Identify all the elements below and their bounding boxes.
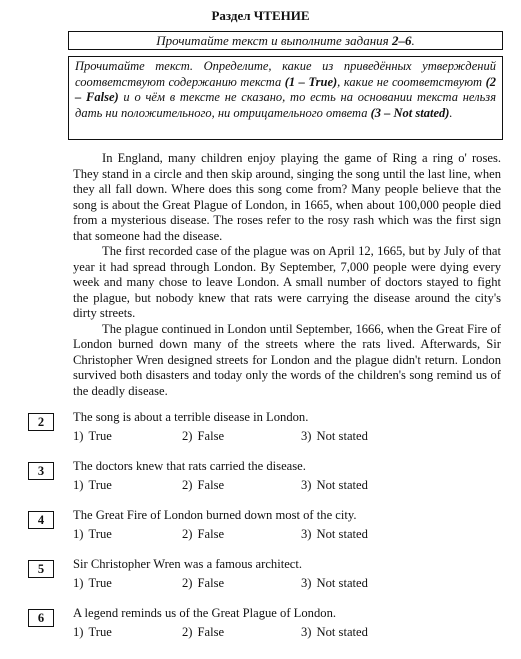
option-label: Not stated [316,527,368,541]
option-true[interactable] [73,625,112,640]
option-label: False [197,527,225,541]
option-label: True [88,527,112,541]
instruction-text: Прочитайте текст и выполните задания [156,33,389,48]
section-title: Раздел ЧТЕНИЕ [211,8,310,23]
question-3 [0,459,521,499]
question-text: Sir Christopher Wren was a famous architect. [73,557,303,571]
option-number: 1) [73,576,84,590]
option-label: True [88,429,112,443]
question-6 [0,606,521,646]
option-number: 3) [301,527,312,541]
not-stated-code: (3 – Not stated) [370,105,450,120]
question-number-box: 5 [28,560,54,578]
option-false[interactable] [182,625,224,640]
option-number: 3) [301,429,312,443]
question-text: The Great Fire of London burned down most of the city. [73,508,357,522]
reading-passage [73,151,501,399]
instruction-box [68,31,503,50]
option-number: 3) [301,576,312,590]
task-part1: Прочитайте текст. Определите, какие из приведённых утверждений соответствуют содержанию текста [75,59,496,89]
question-2 [0,410,521,450]
option-false[interactable] [182,527,224,542]
option-label: True [88,576,112,590]
question-4 [0,508,521,548]
option-not-stated[interactable] [301,478,368,493]
option-number: 2) [182,625,193,639]
option-true[interactable] [73,527,112,542]
option-not-stated[interactable] [301,429,368,444]
option-number: 1) [73,625,84,639]
option-true[interactable] [73,478,112,493]
question-number-box: 3 [28,462,54,480]
option-not-stated[interactable] [301,625,368,640]
option-label: Not stated [316,478,368,492]
option-false[interactable] [182,576,224,591]
option-number: 3) [301,478,312,492]
question-number-box: 2 [28,413,54,431]
option-number: 1) [73,429,84,443]
option-number: 3) [301,625,312,639]
option-not-stated[interactable] [301,576,368,591]
question-text: The song is about a terrible disease in London. [73,410,309,424]
option-label: Not stated [316,576,368,590]
option-number: 2) [182,429,193,443]
passage-paragraph-1: In England, many children enjoy playing the game of Ring a ring o' roses. They stand in a circle and then skip around, singing the song until the last line, when they all fall down. Where does this song come from? Many people believe that the song is about the Great Plague of London, in 1665, when about 100,000 people died from a mysterious disease. The roses refer to the rosy rash which was the first sign that someone had the disease. [73,151,501,243]
option-number: 2) [182,527,193,541]
option-number: 1) [73,478,84,492]
option-label: Not stated [316,429,368,443]
option-label: False [197,429,225,443]
option-false[interactable] [182,429,224,444]
task-part2: , какие не соответствуют [337,74,486,89]
option-label: False [197,576,225,590]
passage-paragraph-3: The plague continued in London until September, 1666, when the Great Fire of London burned down many of the streets where the rats lived. Afterwards, Sir Christopher Wren designed streets for London and the plague didn't return. London survived both disasters and today only the words of the children's song remind us of the deadly disease. [73,321,501,398]
question-5 [0,557,521,597]
false-code: (2 – False) [75,74,496,104]
task-part4: . [449,105,453,120]
option-number: 2) [182,478,193,492]
option-false[interactable] [182,478,224,493]
option-number: 2) [182,576,193,590]
option-not-stated[interactable] [301,527,368,542]
task-description-box [68,56,503,140]
question-text: A legend reminds us of the Great Plague of London. [73,606,337,620]
option-label: True [88,625,112,639]
option-true[interactable] [73,576,112,591]
true-code: (1 – True) [284,74,338,89]
instruction-range: 2–6 [391,33,412,48]
option-label: False [197,625,225,639]
task-part3: и о чём в тексте не сказано, то есть на основании текста нельзя дать ни положительного, ни отрицательного ответа [75,90,496,120]
option-label: False [197,478,225,492]
option-label: Not stated [316,625,368,639]
option-true[interactable] [73,429,112,444]
passage-paragraph-2: The first recorded case of the plague was on April 12, 1665, but by July of that year it had spread through London. By September, 7,000 people were dying every week and many chose to leave London. A small number of doctors stayed to fight the plague, but nobody knew that rats were carrying the disease around the city's dirty streets. [73,244,501,320]
question-text: The doctors knew that rats carried the disease. [73,459,306,473]
option-label: True [88,478,112,492]
option-number: 1) [73,527,84,541]
question-number-box: 4 [28,511,54,529]
instruction-end: . [411,33,415,48]
question-number-box: 6 [28,609,54,627]
